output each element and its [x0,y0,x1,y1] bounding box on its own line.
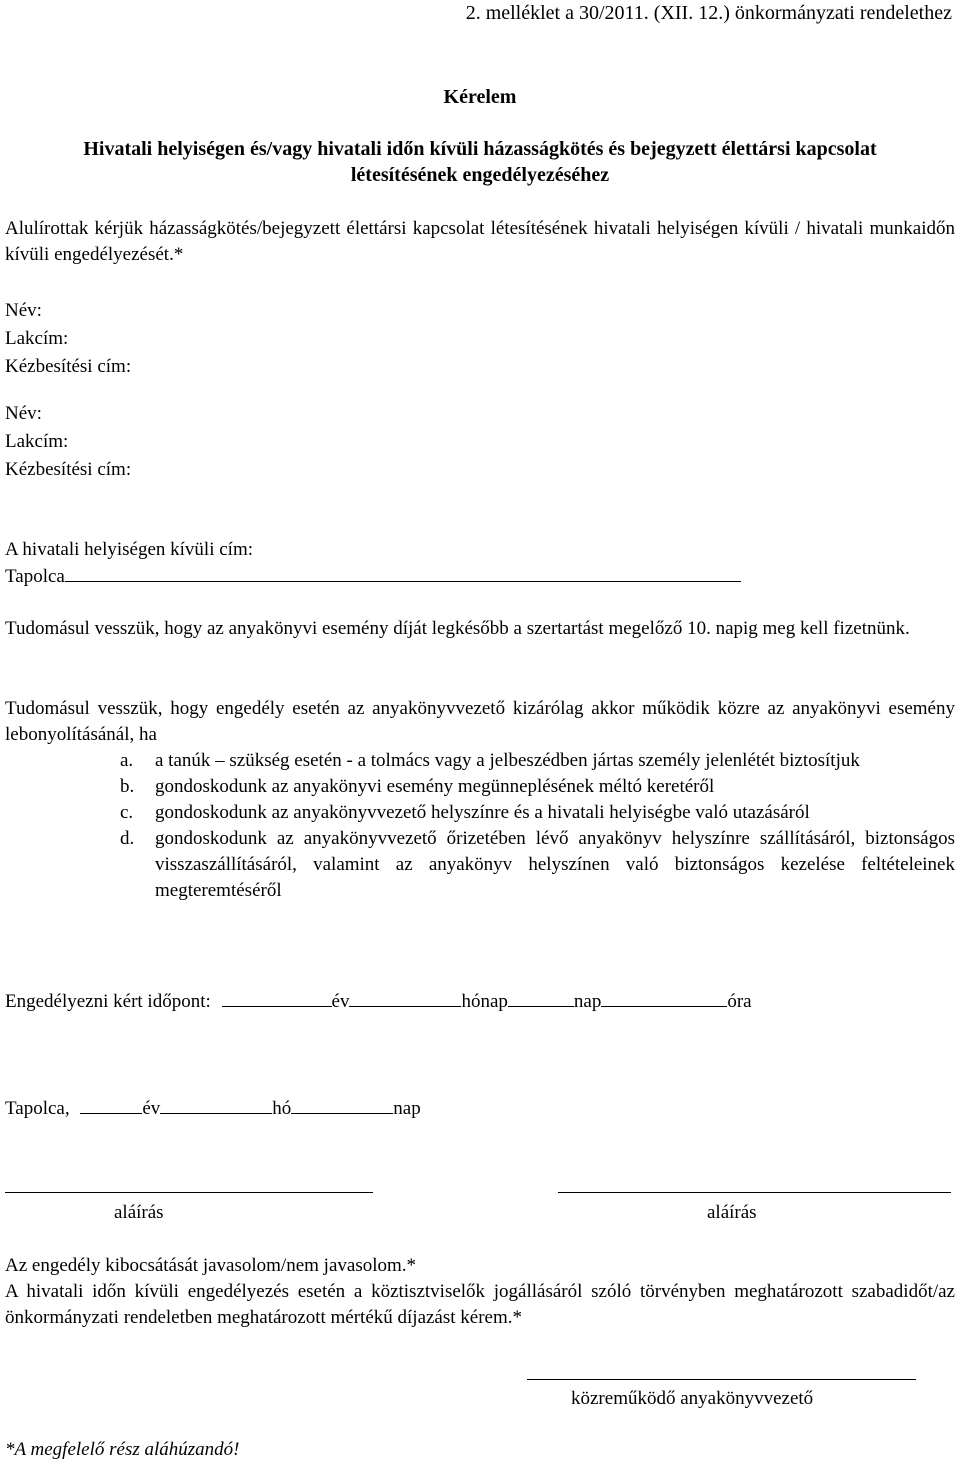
signature-right-label: aláírás [707,1202,757,1223]
requested-year-line[interactable] [222,988,332,1007]
registrar-signature-line[interactable] [527,1379,916,1380]
request-text: A hivatali időn kívüli engedélyezés esetén a köztisztviselők jogállásáról szóló törvényben meghatározott szabadidőt/az önkormányzati rendeletben meghatározott mértékű díjazást kérem.* [5,1281,955,1328]
person2-name-label: Név: [5,403,42,424]
intro-paragraph: Alulírottak kérjük házasságkötés/bejegyzett élettársi kapcsolat létesítésének hivatali helyiségen kívüli / hivatali munkaidőn kívüli engedélyezését.* [5,218,955,265]
document-subtitle [0,136,960,188]
condition-item: b. gondoskodunk az anyakönyvi esemény megünneplésének méltó keretéről [120,776,715,797]
recommendation-text: Az engedély kibocsátását javasolom/nem javasolom.* [5,1255,417,1276]
location-fill-line[interactable] [65,563,741,582]
location-label: A hivatali helyiségen kívüli cím: [5,539,254,560]
condition-item: d. gondoskodunk az anyakönyvvezető őrizetében lévő anyakönyv helyszínre szállításáról, biztonságos visszaszállításáról, valamint az anyakönyv helyszínen való biztonságos kezelése feltételeinek megteremtéséről [120,828,955,901]
signature-right-line[interactable] [558,1192,951,1193]
person2-block [5,401,131,485]
date-day-label: nap [393,1098,421,1119]
location-city: Tapolca [5,566,65,587]
requested-hour-label: óra [727,991,752,1012]
subtitle-line-2: létesítésének engedélyezéséhez [350,164,610,186]
date-year-line[interactable] [80,1095,142,1114]
signature-left-label: aláírás [114,1202,164,1223]
date-month-label: hó [272,1098,292,1119]
requested-day-label: nap [573,991,602,1012]
requested-time-row [5,988,752,1015]
document-title: Kérelem [443,86,517,108]
subtitle-line-1: Hivatali helyiségen és/vagy hivatali időn kívüli házasságkötés és bejegyzett élettársi kapcsolat [83,138,877,160]
footnote: *A megfelelő rész aláhúzandó! [5,1439,240,1460]
date-day-line[interactable] [291,1095,393,1114]
requested-year-label: év [331,991,350,1012]
requested-month-label: hónap [461,991,508,1012]
conditions-list [5,748,955,904]
person1-name-label: Név: [5,300,42,321]
condition-item: c. gondoskodunk az anyakönyvvezető helyszínre és a hivatali helyiségbe való utazásáról [120,802,810,823]
requested-month-line[interactable] [349,988,461,1007]
signature-left-line[interactable] [5,1192,373,1193]
person1-address-label: Lakcím: [5,328,69,349]
date-row [5,1095,421,1122]
person1-block [5,298,131,382]
person2-delivery-label: Kézbesítési cím: [5,459,132,480]
requested-hour-line[interactable] [601,988,727,1007]
location-row [5,563,741,590]
registrar-label: közreműködő anyakönyvvezető [571,1388,814,1409]
date-year-label: év [142,1098,161,1119]
date-month-line[interactable] [160,1095,272,1114]
notice-fee: Tudomásul vesszük, hogy az anyakönyvi esemény díját legkésőbb a szertartást megelőző 10. napig meg kell fizetnünk. [5,618,910,639]
requested-time-label: Engedélyezni kért időpont: [5,991,211,1012]
person2-address-label: Lakcím: [5,431,69,452]
person1-delivery-label: Kézbesítési cím: [5,356,132,377]
condition-item: a. a tanúk – szükség esetén - a tolmács vagy a jelbeszédben jártas személy jelenlétét biztosítjuk [120,750,860,771]
requested-day-line[interactable] [508,988,574,1007]
notice-conditions: Tudomásul vesszük, hogy engedély esetén az anyakönyvvezető kizárólag akkor működik közre az anyakönyvi esemény lebonyolításánál, ha [5,698,955,745]
date-city: Tapolca, [5,1098,70,1119]
document-header: 2. melléklet a 30/2011. (XII. 12.) önkormányzati rendelethez [465,2,952,24]
